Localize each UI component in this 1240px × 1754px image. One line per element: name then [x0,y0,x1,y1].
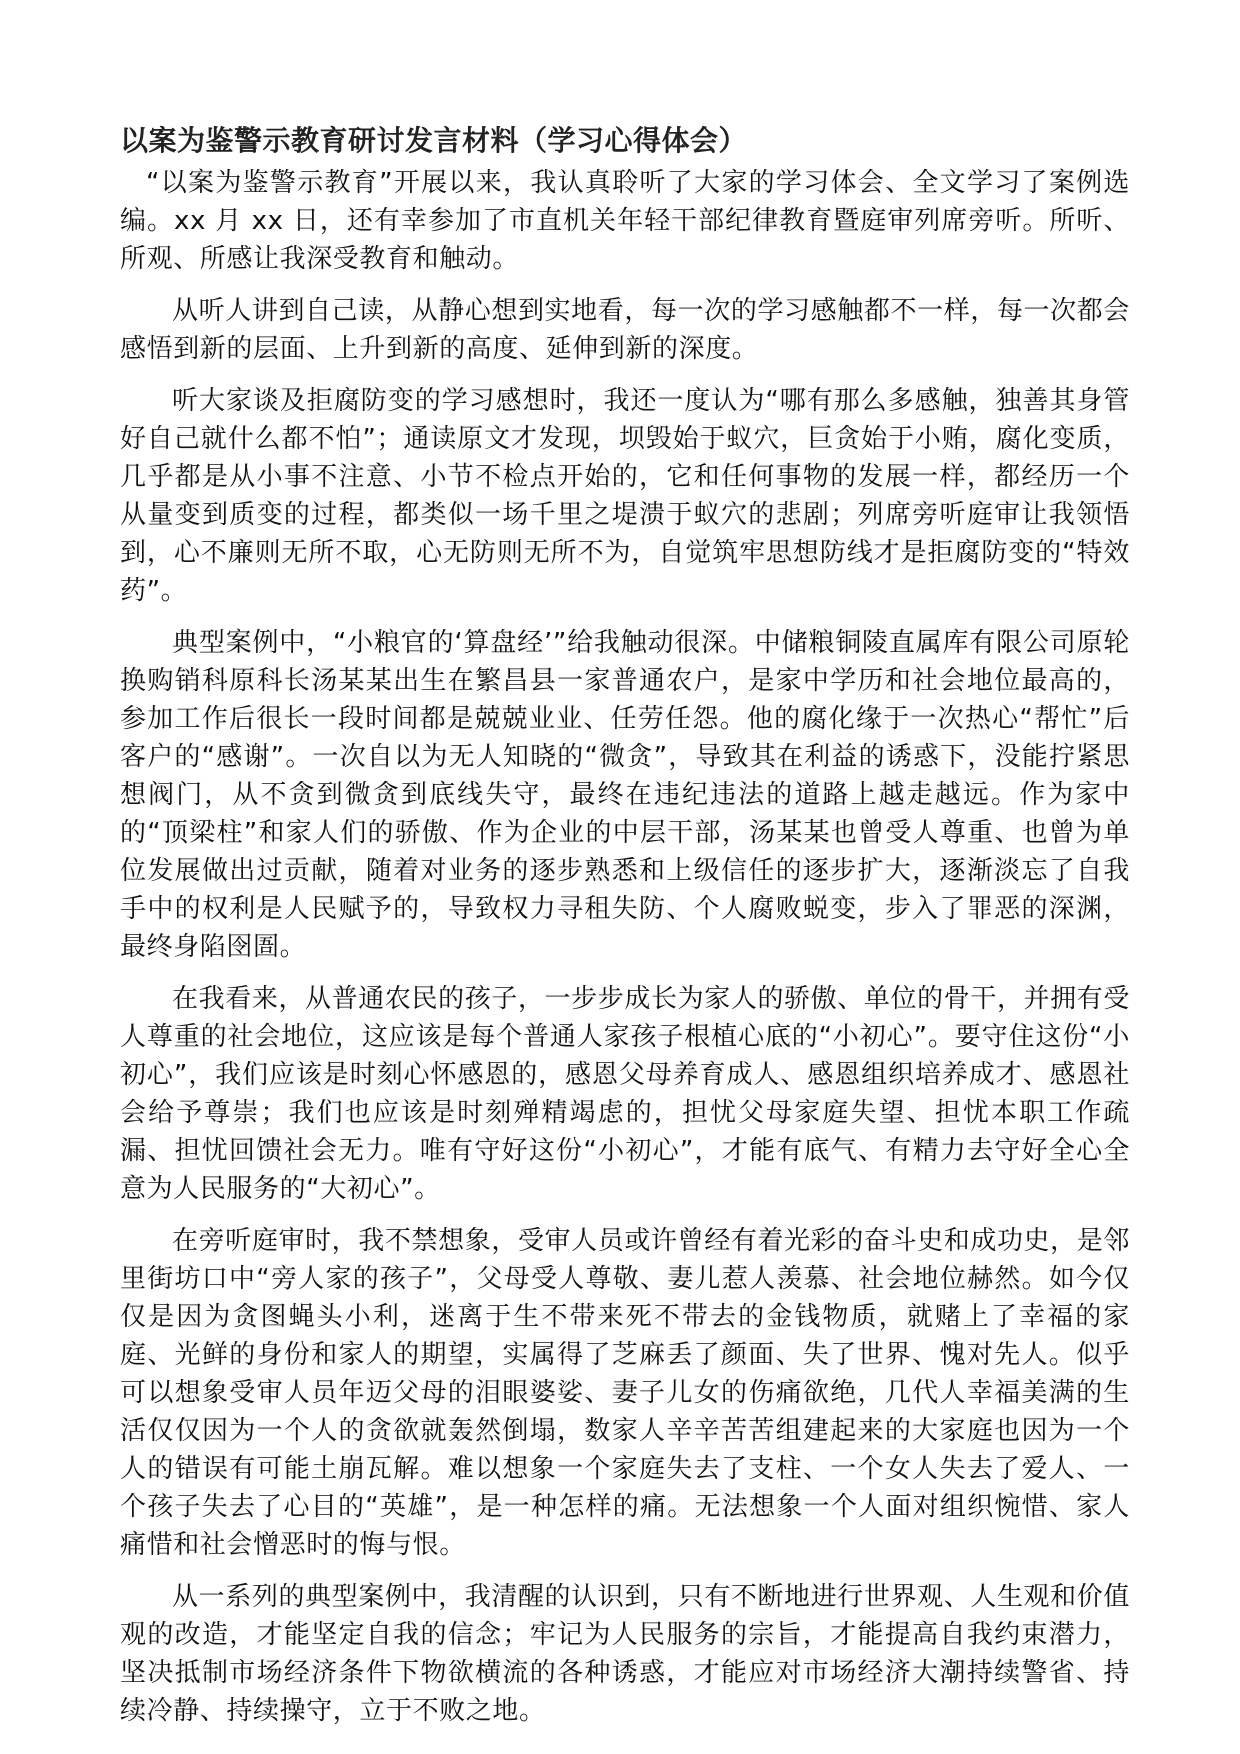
document-page [120,118,1130,1730]
paragraph-trial-observation: 在旁听庭审时，我不禁想象，受审人员或许曾经有着光彩的奋斗史和成功史，是邻里街坊口中“旁人家的孩子”，父母受人尊敬、妻儿惹人羡慕、社会地位赫然。如今仅仅是因为贪图蝇头小利，迷离于生不带来死不带去的金钱物质，就赌上了幸福的家庭、光鲜的身份和家人的期望，实属得了芝麻丢了颜面、失了世界、愧对先人。似乎可以想象受审人员年迈父母的泪眼婆娑、妻子儿女的伤痛欲绝，几代人幸福美满的生活仅仅因为一个人的贪欲就轰然倒塌，数家人辛辛苦苦组建起来的大家庭也因为一个人的错误有可能土崩瓦解。难以想象一个家庭失去了支柱、一个女人失去了爱人、一个孩子失去了心目的“英雄”，是一种怎样的痛。无法想象一个人面对组织惋惜、家人痛惜和社会憎恶时的悔与恨。 [120,1226,1130,1560]
paragraph-case-study: 典型案例中，“小粮官的‘算盘经’”给我触动很深。中储粮铜陵直属库有限公司原轮换购销科原科长汤某某出生在繁昌县一家普通农户，是家中学历和社会地位最高的，参加工作后很长一段时间都是兢兢业业、任劳任怨。他的腐化缘于一次热心“帮忙”后客户的“感谢”。一次自以为无人知晓的“微贪”，导致其在利益的诱惑下，没能拧紧思想阀门，从不贪到微贪到底线失守，最终在违纪违法的道路上越走越远。作为家中的“顶梁柱”和家人们的骄傲、作为企业的中层干部，汤某某也曾受人尊重、也曾为单位发展做出过贡献，随着对业务的逐步熟悉和上级信任的逐步扩大，逐渐淡忘了自我手中的权利是人民赋予的，导致权力寻租失防、个人腐败蜕变，步入了罪恶的深渊，最终身陷囹圄。 [120,628,1130,962]
paragraph-reflection: 听大家谈及拒腐防变的学习感想时，我还一度认为“哪有那么多感触，独善其身管好自己就什么都不怕”；通读原文才发现，坝毁始于蚁穴，巨贪始于小贿，腐化变质，几乎都是从小事不注意、小节不检点开始的，它和任何事物的发展一样，都经历一个从量变到质变的过程，都类似一场千里之堤溃于蚁穴的悲剧；列席旁听庭审让我领悟到，心不廉则无所不取，心无防则无所不为，自觉筑牢思想防线才是拒腐防变的“特效药”。 [120,386,1130,606]
paragraph-conclusion: 从一系列的典型案例中，我清醒的认识到，只有不断地进行世界观、人生观和价值观的改造，才能坚定自我的信念；牢记为人民服务的宗旨，才能提高自我约束潜力，坚决抵制市场经济条件下物欲横流的各种诱惑，才能应对市场经济大潮持续警省、持续冷静、持续操守，立于不败之地。 [120,1582,1130,1726]
paragraph-intro: “以案为鉴警示教育”开展以来，我认真聆听了大家的学习体会、全文学习了案例选编。xx 月 xx 日，还有幸参加了市直机关年轻干部纪律教育暨庭审列席旁听。所听、所观、所感让我深受教育和触动。 [120,168,1130,274]
paragraph-small-original-intention: 在我看来，从普通农民的孩子，一步步成长为家人的骄傲、单位的骨干，并拥有受人尊重的社会地位，这应该是每个普通人家孩子根植心底的“小初心”。要守住这份“小初心”，我们应该是时刻心怀感恩的，感恩父母养育成人、感恩组织培养成才、感恩社会给予尊崇；我们也应该是时刻殚精竭虑的，担忧父母家庭失望、担忧本职工作疏漏、担忧回馈社会无力。唯有守好这份“小初心”，才能有底气、有精力去守好全心全意为人民服务的“大初心”。 [120,984,1130,1204]
document-title: 以案为鉴警示教育研讨发言材料（学习心得体会） [120,124,748,157]
paragraph-learning: 从听人讲到自己读，从静心想到实地看，每一次的学习感触都不一样，每一次都会感悟到新的层面、上升到新的高度、延伸到新的深度。 [120,296,1130,364]
